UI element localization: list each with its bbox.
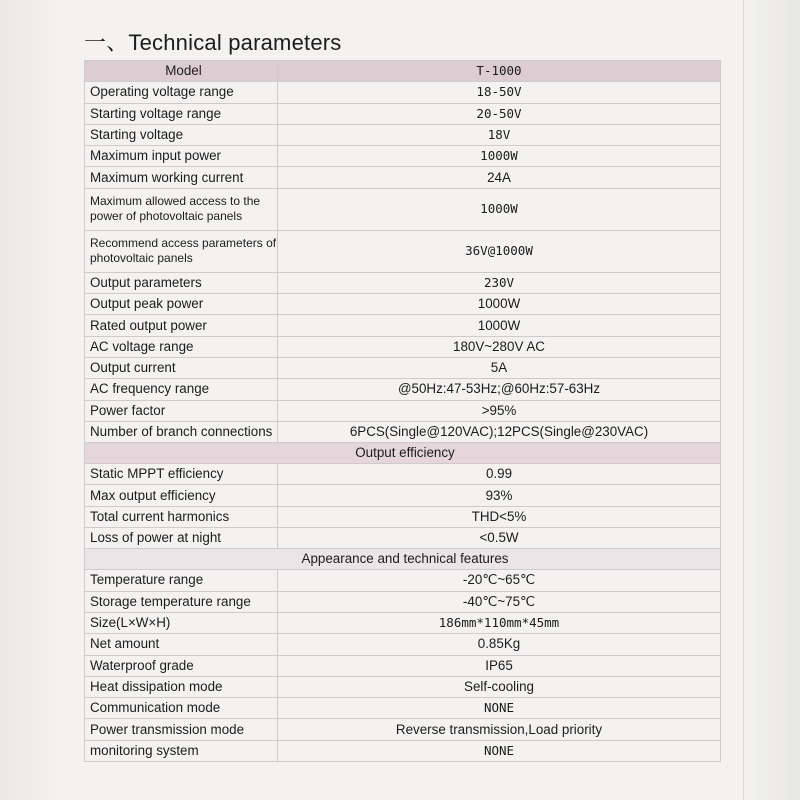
table-row xyxy=(85,188,721,230)
table-row xyxy=(85,400,721,421)
row-value: >95% xyxy=(278,400,721,421)
row-value: 0.85Kg xyxy=(278,634,721,655)
row-label: Size(L×W×H) xyxy=(85,612,278,633)
table-row xyxy=(85,591,721,612)
row-value: 186mm*110mm*45mm xyxy=(278,612,721,633)
table-row xyxy=(85,103,721,124)
table-row xyxy=(85,506,721,527)
row-value: THD<5% xyxy=(278,506,721,527)
row-value: 6PCS(Single@120VAC);12PCS(Single@230VAC) xyxy=(278,421,721,442)
row-value: Reverse transmission,Load priority xyxy=(278,719,721,740)
row-value: 18-50V xyxy=(278,82,721,103)
section-row-efficiency xyxy=(85,443,721,464)
section-row-appearance xyxy=(85,549,721,570)
table-row xyxy=(85,315,721,336)
table-row xyxy=(85,528,721,549)
row-value: -20℃~65℃ xyxy=(278,570,721,591)
page-margin-line xyxy=(743,0,744,800)
table-row xyxy=(85,336,721,357)
table-row xyxy=(85,740,721,761)
row-label: Maximum input power xyxy=(85,146,278,167)
row-label: Max output efficiency xyxy=(85,485,278,506)
row-label: Output peak power xyxy=(85,294,278,315)
header-value: T-1000 xyxy=(278,61,721,82)
row-label: Loss of power at night xyxy=(85,528,278,549)
row-label: AC frequency range xyxy=(85,379,278,400)
row-label: Static MPPT efficiency xyxy=(85,464,278,485)
row-label: Number of branch connections xyxy=(85,421,278,442)
row-label: Output parameters xyxy=(85,272,278,293)
row-label: Temperature range xyxy=(85,570,278,591)
table-row xyxy=(85,146,721,167)
row-label: AC voltage range xyxy=(85,336,278,357)
row-label: Maximum allowed access to the power of photovoltaic panels xyxy=(85,188,278,230)
row-label: Starting voltage xyxy=(85,124,278,145)
table-row xyxy=(85,676,721,697)
row-label: Rated output power xyxy=(85,315,278,336)
row-label: Heat dissipation mode xyxy=(85,676,278,697)
row-label: Operating voltage range xyxy=(85,82,278,103)
table-row xyxy=(85,272,721,293)
table-row xyxy=(85,294,721,315)
row-value: 1000W xyxy=(278,315,721,336)
row-value: Self-cooling xyxy=(278,676,721,697)
row-value: 20-50V xyxy=(278,103,721,124)
table-row xyxy=(85,464,721,485)
row-value: 180V~280V AC xyxy=(278,336,721,357)
row-value: @50Hz:47-53Hz;@60Hz:57-63Hz xyxy=(278,379,721,400)
row-value: 0.99 xyxy=(278,464,721,485)
row-label: monitoring system xyxy=(85,740,278,761)
table-row xyxy=(85,698,721,719)
table-row xyxy=(85,719,721,740)
row-label: Maximum working current xyxy=(85,167,278,188)
table-row xyxy=(85,570,721,591)
row-value: 18V xyxy=(278,124,721,145)
table-row xyxy=(85,612,721,633)
row-label: Power transmission mode xyxy=(85,719,278,740)
row-value: 93% xyxy=(278,485,721,506)
row-value: <0.5W xyxy=(278,528,721,549)
row-value: NONE xyxy=(278,740,721,761)
header-label: Model xyxy=(85,61,278,82)
row-value: IP65 xyxy=(278,655,721,676)
row-label: Output current xyxy=(85,357,278,378)
row-value: 5A xyxy=(278,357,721,378)
table-row xyxy=(85,167,721,188)
table-row xyxy=(85,82,721,103)
section-heading: 一、Technical parameters xyxy=(84,30,342,55)
table-row xyxy=(85,421,721,442)
row-label: Storage temperature range xyxy=(85,591,278,612)
row-label: Power factor xyxy=(85,400,278,421)
row-value: 230V xyxy=(278,272,721,293)
spec-table xyxy=(84,60,721,762)
section-title: Output efficiency xyxy=(85,443,721,464)
row-label: Starting voltage range xyxy=(85,103,278,124)
row-value: 1000W xyxy=(278,294,721,315)
table-row xyxy=(85,634,721,655)
table-row xyxy=(85,379,721,400)
row-value: 1000W xyxy=(278,188,721,230)
row-label: Total current harmonics xyxy=(85,506,278,527)
section-title: Appearance and technical features xyxy=(85,549,721,570)
table-row xyxy=(85,655,721,676)
table-row xyxy=(85,230,721,272)
row-value: -40℃~75℃ xyxy=(278,591,721,612)
table-row xyxy=(85,124,721,145)
row-value: 36V@1000W xyxy=(278,230,721,272)
row-label: Recommend access parameters of photovoltaic panels xyxy=(85,230,278,272)
row-label: Communication mode xyxy=(85,698,278,719)
row-value: 1000W xyxy=(278,146,721,167)
row-label: Net amount xyxy=(85,634,278,655)
row-label: Waterproof grade xyxy=(85,655,278,676)
table-row xyxy=(85,485,721,506)
table-header-row xyxy=(85,61,721,82)
row-value: NONE xyxy=(278,698,721,719)
row-value: 24A xyxy=(278,167,721,188)
table-row xyxy=(85,357,721,378)
